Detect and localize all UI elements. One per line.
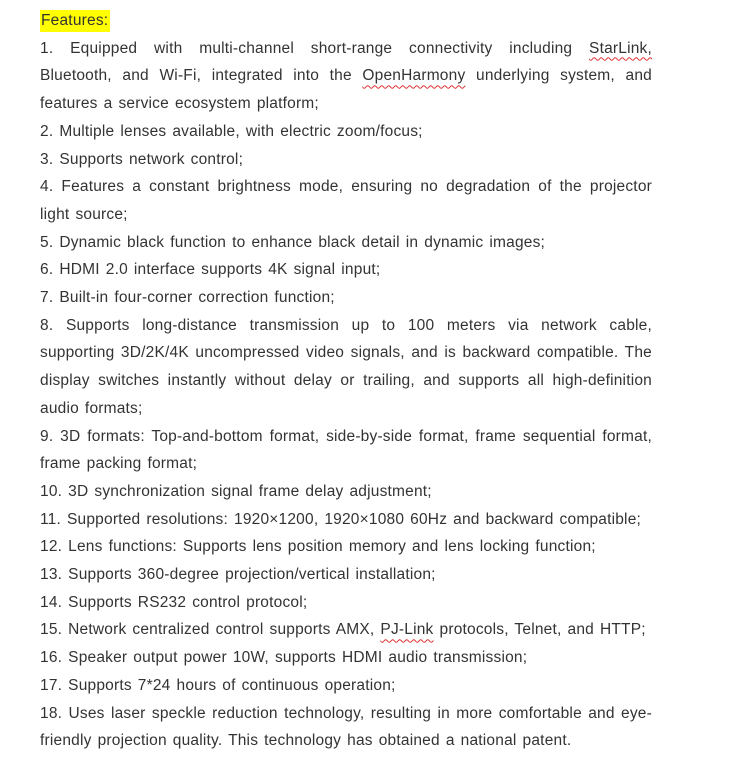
feature-paragraph <box>40 616 652 644</box>
misspelled-word: PJ-Link <box>380 621 434 639</box>
feature-paragraph <box>40 561 652 589</box>
feature-paragraph <box>40 589 652 617</box>
feature-paragraph <box>40 478 652 506</box>
text-segment: 1. Equipped with multi-channel short-range connectivity including <box>40 39 590 57</box>
text-segment: Bluetooth, and Wi-Fi, integrated into the <box>40 67 363 85</box>
feature-paragraph <box>40 312 652 423</box>
text-segment: 2. Multiple lenses available, with electric zoom/focus; <box>40 122 423 140</box>
feature-paragraph <box>40 118 652 146</box>
feature-paragraph <box>40 700 652 755</box>
text-segment: 15. Network centralized control supports AMX, <box>40 621 381 639</box>
text-segment: 12. Lens functions: Supports lens position memory and lens locking function; <box>40 538 596 556</box>
text-segment: 6. HDMI 2.0 interface supports 4K signal input; <box>40 261 381 279</box>
features-heading: Features: <box>40 10 110 32</box>
text-segment: 5. Dynamic black function to enhance black detail in dynamic images; <box>40 233 546 251</box>
text-segment: 10. 3D synchronization signal frame delay adjustment; <box>40 482 432 500</box>
misspelled-word: OpenHarmony <box>362 67 466 85</box>
text-segment: 14. Supports RS232 control protocol; <box>40 593 308 611</box>
misspelled-word: StarLink, <box>589 39 652 57</box>
feature-paragraph <box>40 672 652 700</box>
feature-paragraph <box>40 423 652 478</box>
feature-paragraph <box>40 146 652 174</box>
feature-paragraph <box>40 173 652 228</box>
text-segment: protocols, Telnet, and HTTP; <box>433 621 646 639</box>
text-segment: 11. Supported resolutions: 1920×1200, 1920×1080 60Hz and backward compatible; <box>40 510 642 528</box>
feature-paragraph <box>40 506 652 534</box>
text-segment: 3. Supports network control; <box>40 150 244 168</box>
text-segment: 7. Built-in four-corner correction function; <box>40 289 335 307</box>
feature-paragraph <box>40 284 652 312</box>
text-segment: 16. Speaker output power 10W, supports HDMI audio transmission; <box>40 649 528 667</box>
text-segment: 9. 3D formats: Top-and-bottom format, side-by-side format, frame sequential format, frame packing format; <box>40 427 652 473</box>
features-heading-row <box>40 7 652 35</box>
feature-paragraph <box>40 256 652 284</box>
feature-paragraph <box>40 35 652 118</box>
text-segment: underlying system, and features a service ecosystem platform; <box>40 67 652 113</box>
feature-paragraph <box>40 533 652 561</box>
feature-paragraph <box>40 644 652 672</box>
text-segment: 8. Supports long-distance transmission up to 100 meters via network cable, supporting 3D/2K/4K uncompressed video signals, and is backward compatible. The display switches instantly without delay or trailing, and supports all high-definition audio formats; <box>40 316 652 417</box>
text-segment: 18. Uses laser speckle reduction technology, resulting in more comfortable and eye-friendly projection quality. This technology has obtained a national patent. <box>40 704 652 750</box>
features-list <box>40 35 652 755</box>
text-segment: 17. Supports 7*24 hours of continuous operation; <box>40 676 396 694</box>
feature-paragraph <box>40 229 652 257</box>
text-segment: 13. Supports 360-degree projection/vertical installation; <box>40 566 436 584</box>
text-segment: 4. Features a constant brightness mode, ensuring no degradation of the projector light source; <box>40 178 652 223</box>
